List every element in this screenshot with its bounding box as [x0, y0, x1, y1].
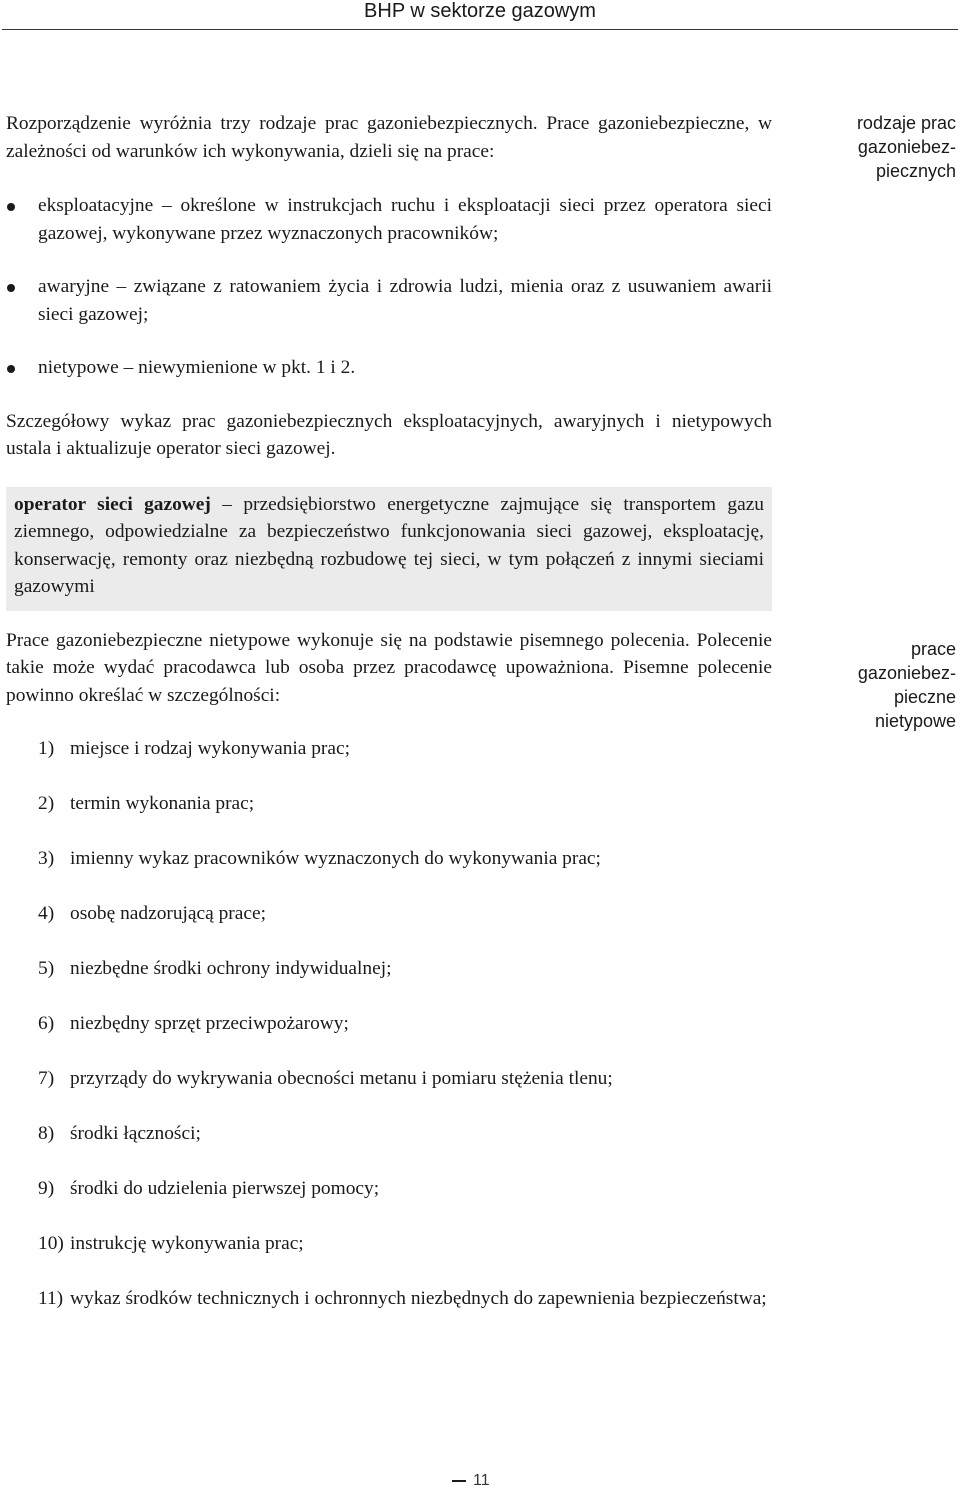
list-item-number: 8): [38, 1123, 55, 1144]
list-item-text: nietypowe – niewymienione w pkt. 1 i 2.: [38, 357, 356, 378]
margin-note-line: gazoniebez-: [857, 137, 956, 157]
list-item-number: 11): [38, 1288, 64, 1309]
list-item: [6, 735, 772, 763]
list-item-number: 10): [38, 1233, 64, 1254]
header-divider: [2, 29, 958, 30]
list-item: [6, 1065, 772, 1093]
list-item: [6, 845, 772, 873]
list-item-number: 1): [38, 738, 55, 759]
page-header: [0, 0, 960, 30]
list-item-text: miejsce i rodzaj wykonywania prac;: [70, 738, 350, 759]
list-item-number: 2): [38, 793, 55, 814]
intro-paragraph: Rozporządzenie wyróżnia trzy rodzaje prac gazoniebezpiecznych. Prace gazoniebezpieczne, w zależności od warunków ich wykonywania, dzieli się na prace:: [6, 113, 772, 162]
list-item-number: 6): [38, 1013, 55, 1034]
list-item-text: instrukcję wykonywania prac;: [70, 1233, 304, 1254]
list-item: [6, 1010, 772, 1038]
list-item-text: przyrządy do wykrywania obecności metanu i pomiaru stężenia tlenu;: [70, 1068, 613, 1089]
list-item-number: 5): [38, 958, 55, 979]
list-item-text: niezbędny sprzęt przeciwpożarowy;: [70, 1013, 349, 1034]
list-item-number: 9): [38, 1178, 55, 1199]
definition-box: [6, 487, 772, 611]
list-item: [6, 900, 772, 928]
order-paragraph: Prace gazoniebezpieczne nietypowe wykonuje się na podstawie pisemnego polecenia. Polecenie takie może wydać pracodawca lub osoba przez pracodawcę upoważniona. Pisemne polecenie powinno określać w szczególności:: [6, 629, 772, 706]
list-item: [6, 354, 772, 382]
bullet-icon: [7, 203, 15, 211]
margin-note-work-types: [796, 111, 956, 183]
list-item-text: awaryjne – związane z ratowaniem życia i zdrowia ludzi, mienia oraz z usuwaniem awarii sieci gazowej;: [38, 276, 772, 325]
list-item: [6, 1120, 772, 1148]
margin-note-atypical-work: [796, 637, 956, 733]
list-item-text: imienny wykaz pracowników wyznaczonych do wykonywania prac;: [70, 848, 601, 869]
list-item-text: eksploatacyjne – określone w instrukcjach ruchu i eksploatacji sieci przez operatora sieci gazowej, wykonywane przez wyznaczonych pracowników;: [38, 195, 772, 244]
details-paragraph: Szczegółowy wykaz prac gazoniebezpiecznych eksploatacyjnych, awaryjnych i nietypowych ustala i aktualizuje operator sieci gazowej.: [6, 410, 772, 459]
list-item-text: środki łączności;: [70, 1123, 201, 1144]
margin-note-line: rodzaje prac: [856, 113, 956, 133]
definition-text: – przedsiębiorstwo energetyczne zajmujące się transportem gazu ziemnego, odpowiedzialne za bezpieczeństwo funkcjonowania sieci gazowej, eksploatację, konserwację, remonty oraz niezbędną rozbudowę tej sieci, w tym połączeń z innymi sieciami gazowymi: [14, 493, 764, 597]
order-requirements-list: [6, 735, 772, 1313]
margin-note-line: prace: [910, 639, 956, 659]
margin-note-line: nietypowe: [874, 711, 956, 731]
list-item-text: termin wykonania prac;: [70, 793, 255, 814]
bullet-icon: [7, 365, 15, 373]
list-item: [6, 955, 772, 983]
list-item-number: 3): [38, 848, 55, 869]
list-item-text: wykaz środków technicznych i ochronnych niezbędnych do zapewnienia bezpieczeństwa;: [70, 1288, 767, 1309]
list-item-text: osobę nadzorującą prace;: [70, 903, 266, 924]
page-header-title: BHP w sektorze gazowym: [364, 0, 596, 22]
bullet-icon: [7, 284, 15, 292]
definition-term: operator sieci gazowej: [14, 493, 211, 515]
list-item-number: 4): [38, 903, 55, 924]
list-item: [6, 1230, 772, 1258]
work-types-list: [6, 192, 772, 382]
list-item-number: 7): [38, 1068, 55, 1089]
page-footer: [452, 1471, 490, 1491]
list-item: [6, 273, 772, 328]
page-number: 11: [473, 1472, 490, 1489]
margin-note-line: pieczne: [893, 687, 956, 707]
list-item: [6, 1175, 772, 1203]
list-item: [6, 1285, 772, 1313]
page-number-dash: [452, 1480, 466, 1482]
list-item-text: środki do udzielenia pierwszej pomocy;: [70, 1178, 380, 1199]
margin-note-line: piecznych: [875, 161, 956, 181]
list-item: [6, 192, 772, 247]
main-content: [6, 110, 772, 1313]
list-item-text: niezbędne środki ochrony indywidualnej;: [70, 958, 392, 979]
margin-note-line: gazoniebez-: [857, 663, 956, 683]
list-item: [6, 790, 772, 818]
